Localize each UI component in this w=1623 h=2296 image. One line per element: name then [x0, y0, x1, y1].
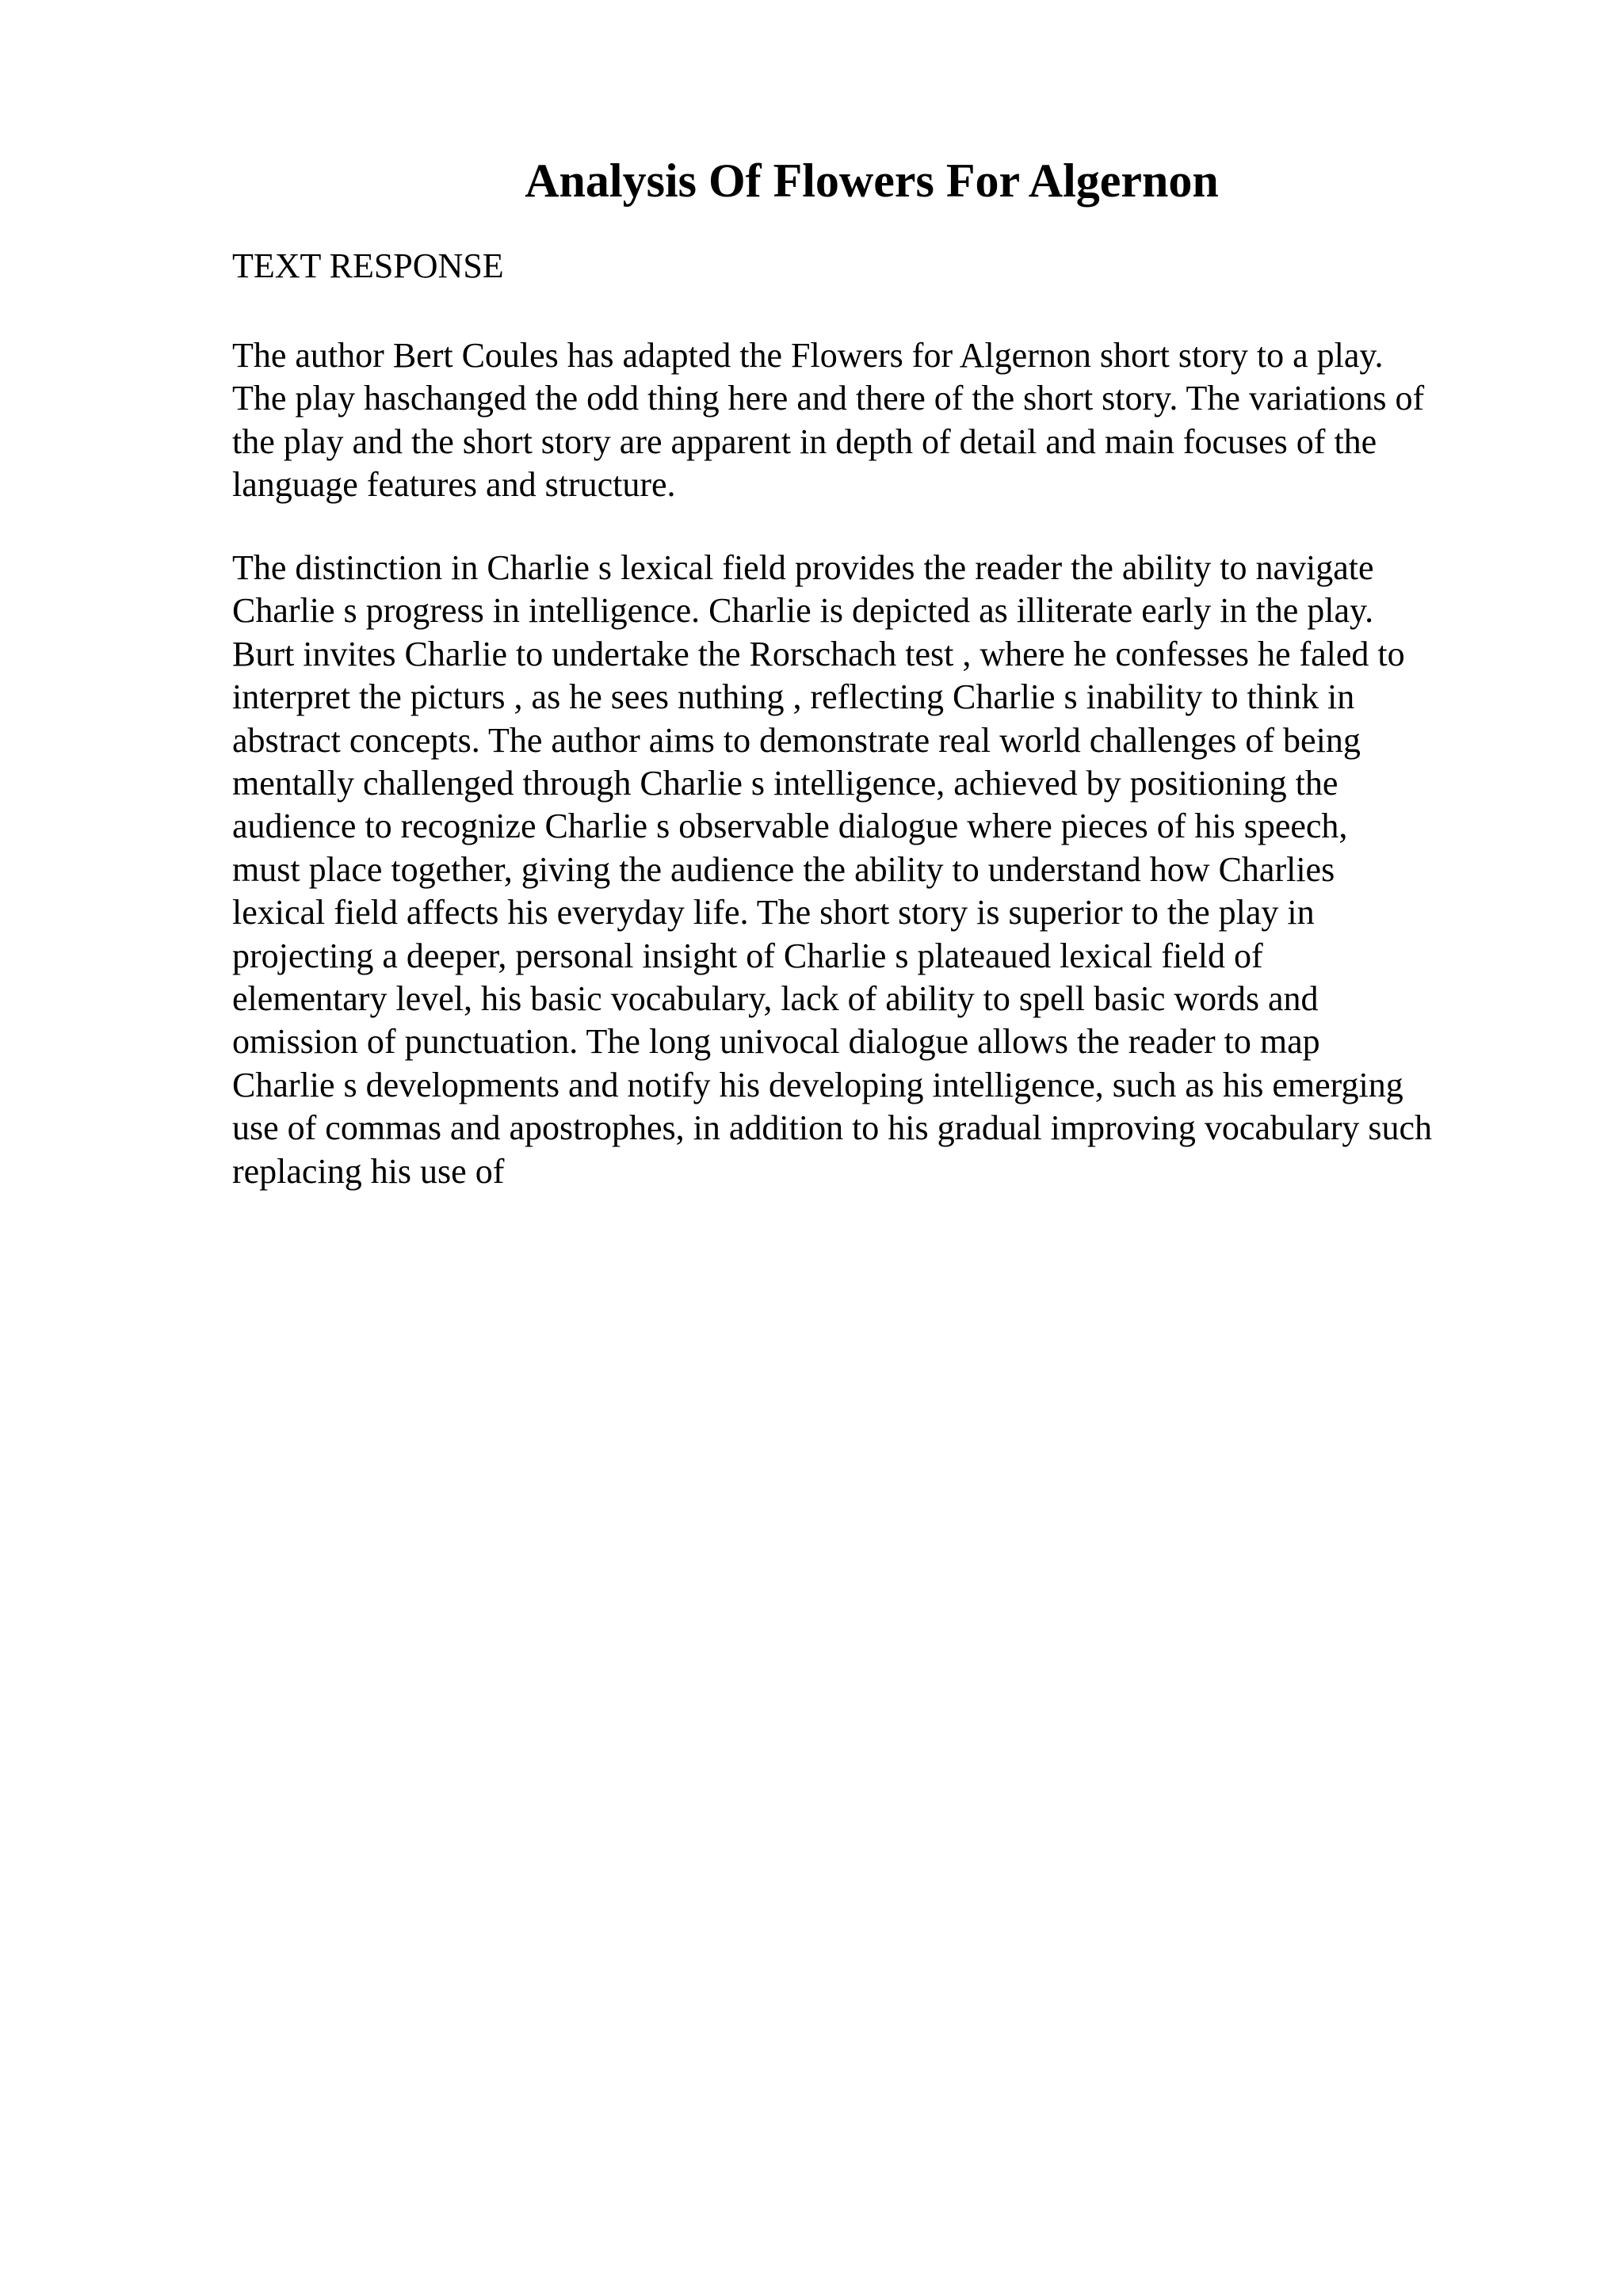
section-heading: TEXT RESPONSE: [232, 246, 504, 285]
paragraph-line: Charlie s developments and notify his developing intelligence, such as his emerging: [232, 1065, 1403, 1104]
paragraph-line: must place together, giving the audience the ability to understand how Charlies: [232, 849, 1335, 889]
paragraph-line: mentally challenged through Charlie s intelligence, achieved by positioning the: [232, 764, 1338, 803]
document-title: Analysis Of Flowers For Algernon: [525, 154, 1219, 207]
paragraph-line: interpret the picturs , as he sees nuthing , reflecting Charlie s inability to think in: [232, 677, 1355, 717]
paragraph-line: elementary level, his basic vocabulary, lack of ability to spell basic words and: [232, 979, 1319, 1019]
body-paragraph-2: [232, 547, 1532, 1193]
paragraph-line: language features and structure.: [232, 465, 676, 505]
paragraph-line: Charlie s progress in intelligence. Charlie is depicted as illiterate early in the play.: [232, 591, 1374, 631]
paragraph-line: replacing his use of: [232, 1151, 505, 1191]
body-paragraph-1: [232, 334, 1532, 507]
paragraph-line: audience to recognize Charlie s observable dialogue where pieces of his speech,: [232, 807, 1348, 846]
paragraph-line: omission of punctuation. The long univocal dialogue allows the reader to map: [232, 1022, 1320, 1062]
paragraph-line: The author Bert Coules has adapted the Flowers for Algernon short story to a play.: [232, 336, 1384, 375]
paragraph-line: The distinction in Charlie s lexical field provides the reader the ability to navigate: [232, 548, 1374, 587]
paragraph-line: use of commas and apostrophes, in addition to his gradual improving vocabulary such: [232, 1108, 1433, 1148]
paragraph-line: abstract concepts. The author aims to demonstrate real world challenges of being: [232, 720, 1361, 760]
paragraph-line: Burt invites Charlie to undertake the Rorschach test , where he confesses he faled to: [232, 634, 1405, 673]
paragraph-line: projecting a deeper, personal insight of Charlie s plateaued lexical field of: [232, 936, 1263, 975]
paragraph-line: the play and the short story are apparent in depth of detail and main focuses of the: [232, 421, 1377, 461]
paragraph-line: The play haschanged the odd thing here and there of the short story. The variations of: [232, 379, 1425, 418]
paragraph-line: lexical field affects his everyday life. The short story is superior to the play in: [232, 893, 1315, 933]
